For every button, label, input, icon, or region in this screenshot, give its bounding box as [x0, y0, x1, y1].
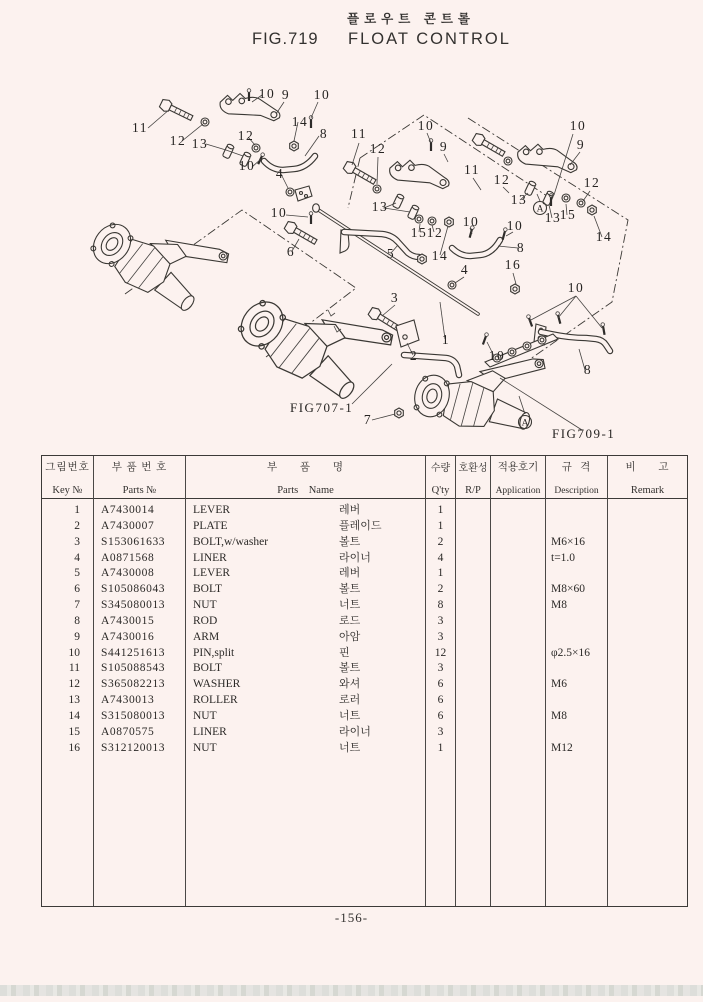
table-cell: 6: [437, 694, 444, 707]
table-cell: [491, 646, 545, 662]
table-cell: A7430014: [101, 504, 155, 516]
part-callout: 12: [369, 141, 387, 156]
table-cell: [456, 725, 490, 741]
page-number: -156-: [334, 910, 369, 925]
part-callout: 10: [258, 86, 276, 101]
table-cell: [608, 614, 687, 630]
table-cell: [608, 551, 687, 567]
part-callout: 10: [567, 280, 585, 295]
part-callout: 4: [275, 166, 285, 181]
table-cell: [456, 598, 490, 614]
fig-ref-709: FIG709-1: [552, 426, 616, 441]
part-callout: 13: [191, 136, 209, 151]
table-cell: [608, 519, 687, 535]
table-cell: [456, 646, 490, 662]
part-callout: 10: [417, 118, 435, 133]
table-cell: M6: [551, 678, 567, 691]
part-callout: 16: [504, 257, 522, 272]
exploded-parts-diagram: [0, 62, 703, 454]
washer-icon: [523, 342, 531, 350]
table-cell: 13: [68, 694, 80, 707]
table-cell: [456, 566, 490, 582]
column-header: 수량 Q'ty: [426, 456, 455, 499]
table-cell: S315080013: [101, 709, 166, 722]
table-cell: [546, 519, 607, 535]
table-cell: [608, 503, 687, 519]
part-callout: 11: [464, 162, 480, 177]
table-cell: S312120013: [101, 741, 166, 754]
table-cell: [608, 693, 687, 709]
part-callout: 11: [132, 120, 148, 135]
table-cell: S105086043: [101, 583, 166, 596]
washer-icon: [373, 185, 381, 193]
table-cell: 6: [437, 709, 444, 722]
table-cell: 3: [437, 630, 444, 643]
part-callout: 13: [544, 210, 562, 225]
table-cell: PLATE 플레이드: [193, 519, 382, 532]
part-callout: 8: [583, 362, 593, 377]
table-cell: [608, 646, 687, 662]
nut-icon: [588, 205, 597, 215]
table-cell: A0871568: [101, 551, 155, 564]
figure-number: FIG.719: [252, 30, 319, 48]
table-cell: [608, 725, 687, 741]
washer-icon: [508, 348, 516, 356]
table-cell: 3: [437, 614, 444, 627]
part-callout: 1: [441, 332, 451, 347]
table-cell: [491, 661, 545, 677]
table-cell: 11: [68, 662, 80, 675]
table-column: [608, 456, 687, 906]
table-cell: [456, 741, 490, 757]
table-cell: 3: [437, 725, 444, 738]
table-cell: [491, 630, 545, 646]
table-cell: [608, 582, 687, 598]
table-cell: PIN,split 핀: [193, 646, 350, 659]
table-cell: [608, 661, 687, 677]
table-cell: BOLT 볼트: [193, 662, 361, 675]
clip-mark: [328, 310, 335, 316]
table-cell: [608, 677, 687, 693]
table-cell: M8: [551, 709, 567, 722]
fig-ref-707: FIG707-1: [290, 400, 354, 415]
part-callout: 10: [569, 118, 587, 133]
part-callout: 9: [281, 87, 291, 102]
column-header: 그림번호 Key №: [42, 456, 93, 499]
svg-text:A: A: [536, 204, 544, 215]
table-cell: A0870575: [101, 725, 155, 738]
table-cell: [608, 709, 687, 725]
table-cell: A7430008: [101, 567, 155, 580]
table-cell: [456, 709, 490, 725]
table-cell: 8: [74, 614, 80, 627]
part-callout: 14: [291, 114, 309, 129]
table-cell: NUT 너트: [193, 599, 361, 612]
table-cell: [491, 741, 545, 757]
nut-icon: [511, 284, 520, 294]
bolt-icon: [159, 98, 195, 124]
table-cell: [456, 693, 490, 709]
washer-icon: [504, 157, 512, 165]
table-cell: S441251613: [101, 646, 166, 659]
table-column: [491, 456, 546, 906]
table-cell: φ2.5×16: [551, 646, 590, 659]
part-callout: 10: [313, 87, 331, 102]
table-cell: M6×16: [551, 535, 585, 548]
table-cell: S105088543: [101, 662, 166, 675]
page-title: FLOAT CONTROL: [348, 30, 511, 48]
table-cell: M8: [551, 599, 567, 612]
table-cell: [491, 535, 545, 551]
table-cell: [491, 725, 545, 741]
table-cell: 1: [437, 741, 444, 754]
table-cell: LEVER 레버: [193, 504, 361, 516]
table-column: [546, 456, 608, 906]
table-cell: 10: [68, 646, 80, 659]
part-callout: 10: [488, 348, 506, 363]
part-callout: 11: [351, 126, 367, 141]
part-callout: 12: [169, 133, 187, 148]
table-cell: [491, 551, 545, 567]
parts-table: [41, 455, 688, 907]
table-cell: [491, 598, 545, 614]
table-cell: 8: [437, 599, 444, 612]
table-cell: LEVER 레버: [193, 567, 361, 580]
nut-icon: [418, 254, 427, 264]
table-cell: M12: [551, 741, 573, 754]
page-title-korean: 플로우트 콘트롤: [347, 12, 475, 26]
part-callout: 12: [426, 225, 444, 240]
table-cell: [456, 503, 490, 519]
table-cell: 1: [437, 567, 444, 580]
engine-assembly: [85, 183, 232, 324]
table-column: [456, 456, 491, 906]
table-cell: 16: [68, 741, 80, 754]
part-callout: 9: [439, 139, 449, 154]
table-cell: 4: [74, 551, 80, 564]
column-header: 부 품 명 Parts Name: [186, 456, 425, 499]
part-callout: 12: [583, 175, 601, 190]
table-cell: [491, 693, 545, 709]
table-cell: [456, 661, 490, 677]
table-cell: ARM 아암: [193, 630, 361, 643]
table-cell: 1: [437, 504, 444, 516]
table-cell: [546, 566, 607, 582]
engine-assembly: [232, 256, 396, 414]
part-callout: 13: [371, 199, 389, 214]
table-cell: LINER 라이너: [193, 725, 371, 738]
table-cell: [456, 535, 490, 551]
table-cell: A7430015: [101, 614, 155, 627]
bolt-icon: [342, 160, 377, 187]
table-cell: NUT 너트: [193, 709, 361, 722]
table-cell: 4: [437, 551, 444, 564]
table-cell: [456, 519, 490, 535]
table-cell: 3: [437, 662, 444, 675]
washer-icon: [428, 217, 436, 225]
table-cell: [491, 677, 545, 693]
table-cell: [491, 503, 545, 519]
part-callout: 7: [363, 412, 373, 427]
lever-bracket: [516, 140, 580, 174]
table-cell: 5: [74, 567, 80, 580]
part-callout: 10: [238, 158, 256, 173]
table-cell: [546, 614, 607, 630]
table-cell: [491, 519, 545, 535]
table-cell: [608, 566, 687, 582]
table-cell: [546, 725, 607, 741]
part-callout: 10: [506, 218, 524, 233]
nut-icon: [290, 141, 299, 151]
part-callout: 15: [410, 225, 428, 240]
table-cell: 9: [74, 630, 80, 643]
svg-text:A: A: [521, 418, 529, 429]
table-cell: 15: [68, 725, 80, 738]
table-cell: A7430007: [101, 519, 155, 532]
table-cell: [456, 582, 490, 598]
table-cell: 2: [437, 535, 444, 548]
column-header: 부 품 번 호 Parts №: [94, 456, 185, 499]
washer-icon: [562, 194, 570, 202]
part-callout: 12: [237, 128, 255, 143]
table-column: [426, 456, 456, 906]
table-cell: [608, 535, 687, 551]
plate-2: [396, 320, 419, 347]
table-cell: ROD 로드: [193, 614, 361, 627]
table-cell: [546, 503, 607, 519]
table-cell: S153061633: [101, 535, 166, 548]
table-cell: 6: [437, 678, 444, 691]
part-callout: 6: [286, 244, 296, 259]
lever-bracket: [388, 156, 452, 190]
table-cell: BOLT,w/washer 볼트: [193, 535, 361, 548]
table-cell: 2: [74, 519, 80, 532]
part-callout: 3: [390, 290, 400, 305]
table-cell: [456, 630, 490, 646]
table-column: [186, 456, 426, 906]
scan-edge-band: [0, 985, 703, 996]
split-pin-icon: [555, 311, 562, 324]
table-cell: [491, 709, 545, 725]
table-cell: [546, 661, 607, 677]
table-cell: 12: [434, 646, 447, 659]
table-cell: M8×60: [551, 583, 585, 596]
table-cell: S365082213: [101, 678, 166, 691]
part-callout: 13: [510, 192, 528, 207]
table-cell: 3: [74, 535, 80, 548]
part-callout: 14: [595, 229, 613, 244]
table-cell: WASHER 와셔: [193, 678, 361, 691]
column-header: 호환성 R/P: [456, 456, 490, 499]
part-callout: 12: [493, 172, 511, 187]
table-cell: S345080013: [101, 599, 166, 612]
table-cell: t=1.0: [551, 551, 576, 564]
part-callout: 10: [270, 205, 288, 220]
table-cell: A7430016: [101, 630, 155, 643]
column-header: 적용호기 Application: [491, 456, 545, 499]
part-callout: 8: [516, 240, 526, 255]
washer-icon: [286, 188, 294, 196]
table-cell: 6: [74, 583, 80, 596]
table-column: [42, 456, 94, 906]
part-callout: 15: [559, 207, 577, 222]
table-cell: [546, 630, 607, 646]
table-cell: 7: [74, 599, 80, 612]
split-pin-icon: [601, 322, 607, 335]
part-callout: 8: [319, 126, 329, 141]
flange-plate: [295, 186, 312, 201]
table-column: [94, 456, 186, 906]
table-cell: [456, 614, 490, 630]
roller-icon: [392, 193, 404, 209]
washer-icon: [448, 281, 456, 289]
table-cell: A7430013: [101, 694, 155, 707]
washer-icon: [252, 144, 260, 152]
column-header: 규 격 Description: [546, 456, 607, 499]
nut-icon: [395, 408, 404, 418]
table-cell: ROLLER 로러: [193, 694, 361, 707]
table-cell: 1: [74, 504, 80, 516]
table-cell: 2: [437, 583, 444, 596]
table-cell: LINER 라이너: [193, 551, 371, 564]
part-callout: 5: [386, 246, 396, 261]
table-cell: [491, 566, 545, 582]
washer-icon: [538, 336, 546, 344]
part-callout: 2: [409, 348, 419, 363]
table-cell: [456, 677, 490, 693]
table-cell: [546, 693, 607, 709]
part-callout: 10: [462, 214, 480, 229]
table-cell: [491, 614, 545, 630]
table-cell: 12: [68, 678, 80, 691]
table-cell: [608, 630, 687, 646]
part-callout: 9: [576, 137, 586, 152]
table-cell: [608, 741, 687, 757]
nut-icon: [445, 217, 454, 227]
table-cell: [456, 551, 490, 567]
table-cell: BOLT 볼트: [193, 583, 361, 596]
table-cell: 1: [437, 519, 444, 532]
bolt-icon: [471, 132, 506, 159]
table-cell: 14: [68, 709, 80, 722]
part-callout: 14: [431, 248, 449, 263]
washer-icon: [415, 215, 423, 223]
split-pin-icon: [309, 212, 313, 224]
table-cell: NUT 너트: [193, 741, 361, 754]
table-cell: [491, 582, 545, 598]
part-callout: 4: [460, 262, 470, 277]
column-header: 비 고 Remark: [608, 456, 687, 499]
table-cell: [608, 598, 687, 614]
